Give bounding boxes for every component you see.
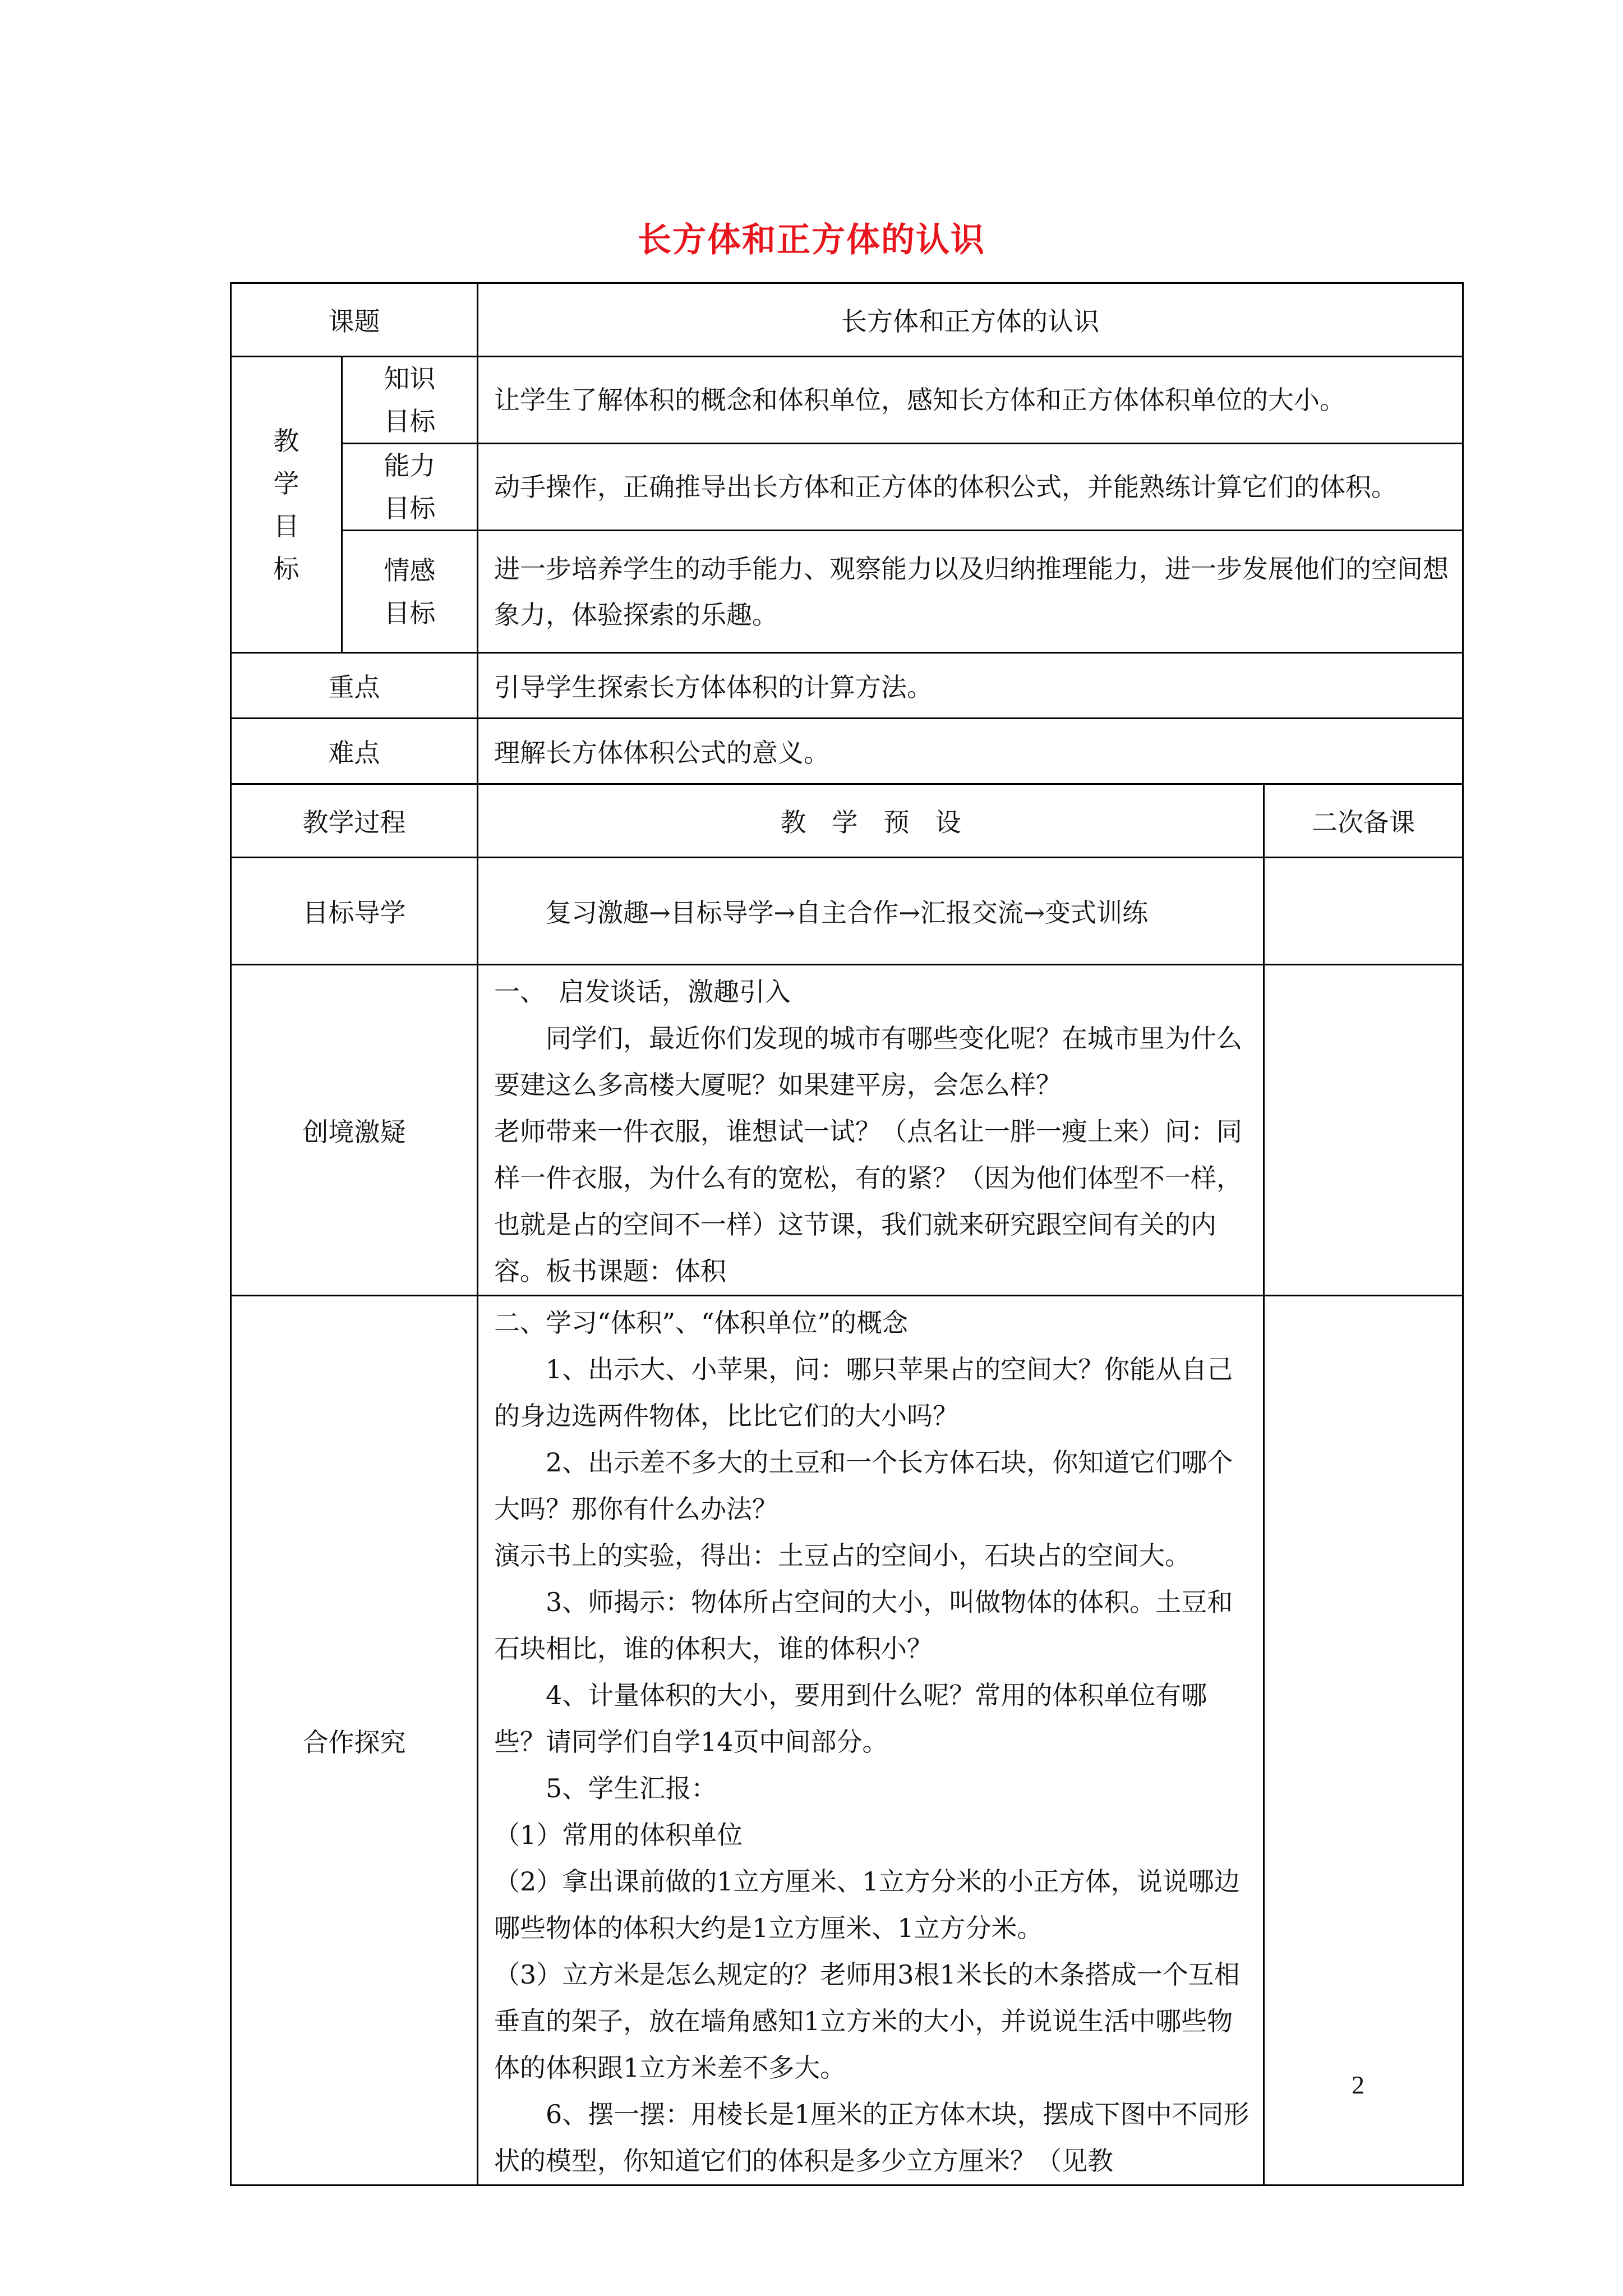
topic-value: 长方体和正方体的认识 (478, 283, 1463, 357)
goal-text-emotion: 进一步培养学生的动手能力、观察能力以及归纳推理能力，进一步发展他们的空间想象力，体验探索的乐趣。 (478, 531, 1463, 653)
process-content-explore: 二、学习“体积”、“体积单位”的概念 1、出示大、小苹果，问：哪只苹果占的空间大？你能从自己的身边选两件物体，比比它们的大小吗？ 2、出示差不多大的土豆和一个长方体石块，你知道它们哪个大吗？那你有什么办法？ 演示书上的实验，得出：土豆占的空间小，石块占的空间大。 3、师揭示：物体所占空间的大小，叫做物体的体积。土豆和石块相比，谁的体积大，谁的体积小？ 4、计量体积的大小，要用到什么呢？常用的体积单位有哪些？请同学们自学14页中间部分。 5、学生汇报： （1）常用的体积单位 （2）拿出课前做的1立方厘米、1立方分米的小正方体，说说哪边哪些物体的体积大约是1立方厘米、1立方分米。 （3）立方米是怎么规定的？老师用3根1米长的木条搭成一个互相垂直的架子，放在墙角感知1立方米的大小，并说说生活中哪些物体的体积跟1立方米差不多大。 6、摆一摆：用棱长是1厘米的正方体木块，摆成下图中不同形状的模型，你知道它们的体积是多少立方厘米？（见教 (478, 1296, 1264, 2185)
goal-label-emotion: 情感 目标 (342, 531, 478, 653)
header-preset: 教 学 预 设 (478, 784, 1264, 858)
page-number: 2 (1352, 2070, 1364, 2099)
process-label-goal-guide: 目标导学 (231, 858, 478, 965)
goal-text-knowledge: 让学生了解体积的概念和体积单位，感知长方体和正方体体积单位的大小。 (478, 357, 1463, 444)
process-content-goal-guide: 复习激趣→目标导学→自主合作→汇报交流→变式训练 (478, 858, 1264, 965)
difficult-point-text: 理解长方体体积公式的意义。 (478, 719, 1463, 784)
process-row-explore (231, 1296, 1463, 2185)
goal-label-ability: 能力 目标 (342, 444, 478, 531)
goals-label: 教 学 目 标 (231, 357, 342, 653)
process-content-situation: 一、 启发谈话，激趣引入 同学们，最近你们发现的城市有哪些变化呢？在城市里为什么要建这么多高楼大厦呢？如果建平房，会怎么样？ 老师带来一件衣服，谁想试一试？（点名让一胖一瘦上来）问：同样一件衣服，为什么有的宽松，有的紧？（因为他们体型不一样，也就是占的空间不一样）这节课，我们就来研究跟空间有关的内容。板书课题：体积 (478, 965, 1264, 1296)
process-row-goal-guide (231, 858, 1463, 965)
second-prep-cell (1264, 1296, 1463, 2185)
lesson-plan-table (230, 282, 1464, 2186)
header-process: 教学过程 (231, 784, 478, 858)
key-point-row (231, 653, 1463, 719)
header-second: 二次备课 (1264, 784, 1463, 858)
second-prep-cell (1264, 858, 1463, 965)
difficult-point-label: 难点 (231, 719, 478, 784)
key-point-text: 引导学生探索长方体体积的计算方法。 (478, 653, 1463, 719)
process-row-situation (231, 965, 1463, 1296)
difficult-point-row (231, 719, 1463, 784)
process-label-situation: 创境激疑 (231, 965, 478, 1296)
topic-label: 课题 (231, 283, 478, 357)
goal-text-ability: 动手操作，正确推导出长方体和正方体的体积公式，并能熟练计算它们的体积。 (478, 444, 1463, 531)
goal-label-knowledge: 知识 目标 (342, 357, 478, 444)
goal-row-emotion (231, 531, 1463, 653)
goal-row-knowledge (231, 357, 1463, 444)
second-prep-cell (1264, 965, 1463, 1296)
process-label-explore: 合作探究 (231, 1296, 478, 2185)
process-header-row (231, 784, 1463, 858)
goal-row-ability (231, 444, 1463, 531)
topic-row (231, 283, 1463, 357)
key-point-label: 重点 (231, 653, 478, 719)
document-title: 长方体和正方体的认识 (638, 220, 985, 260)
